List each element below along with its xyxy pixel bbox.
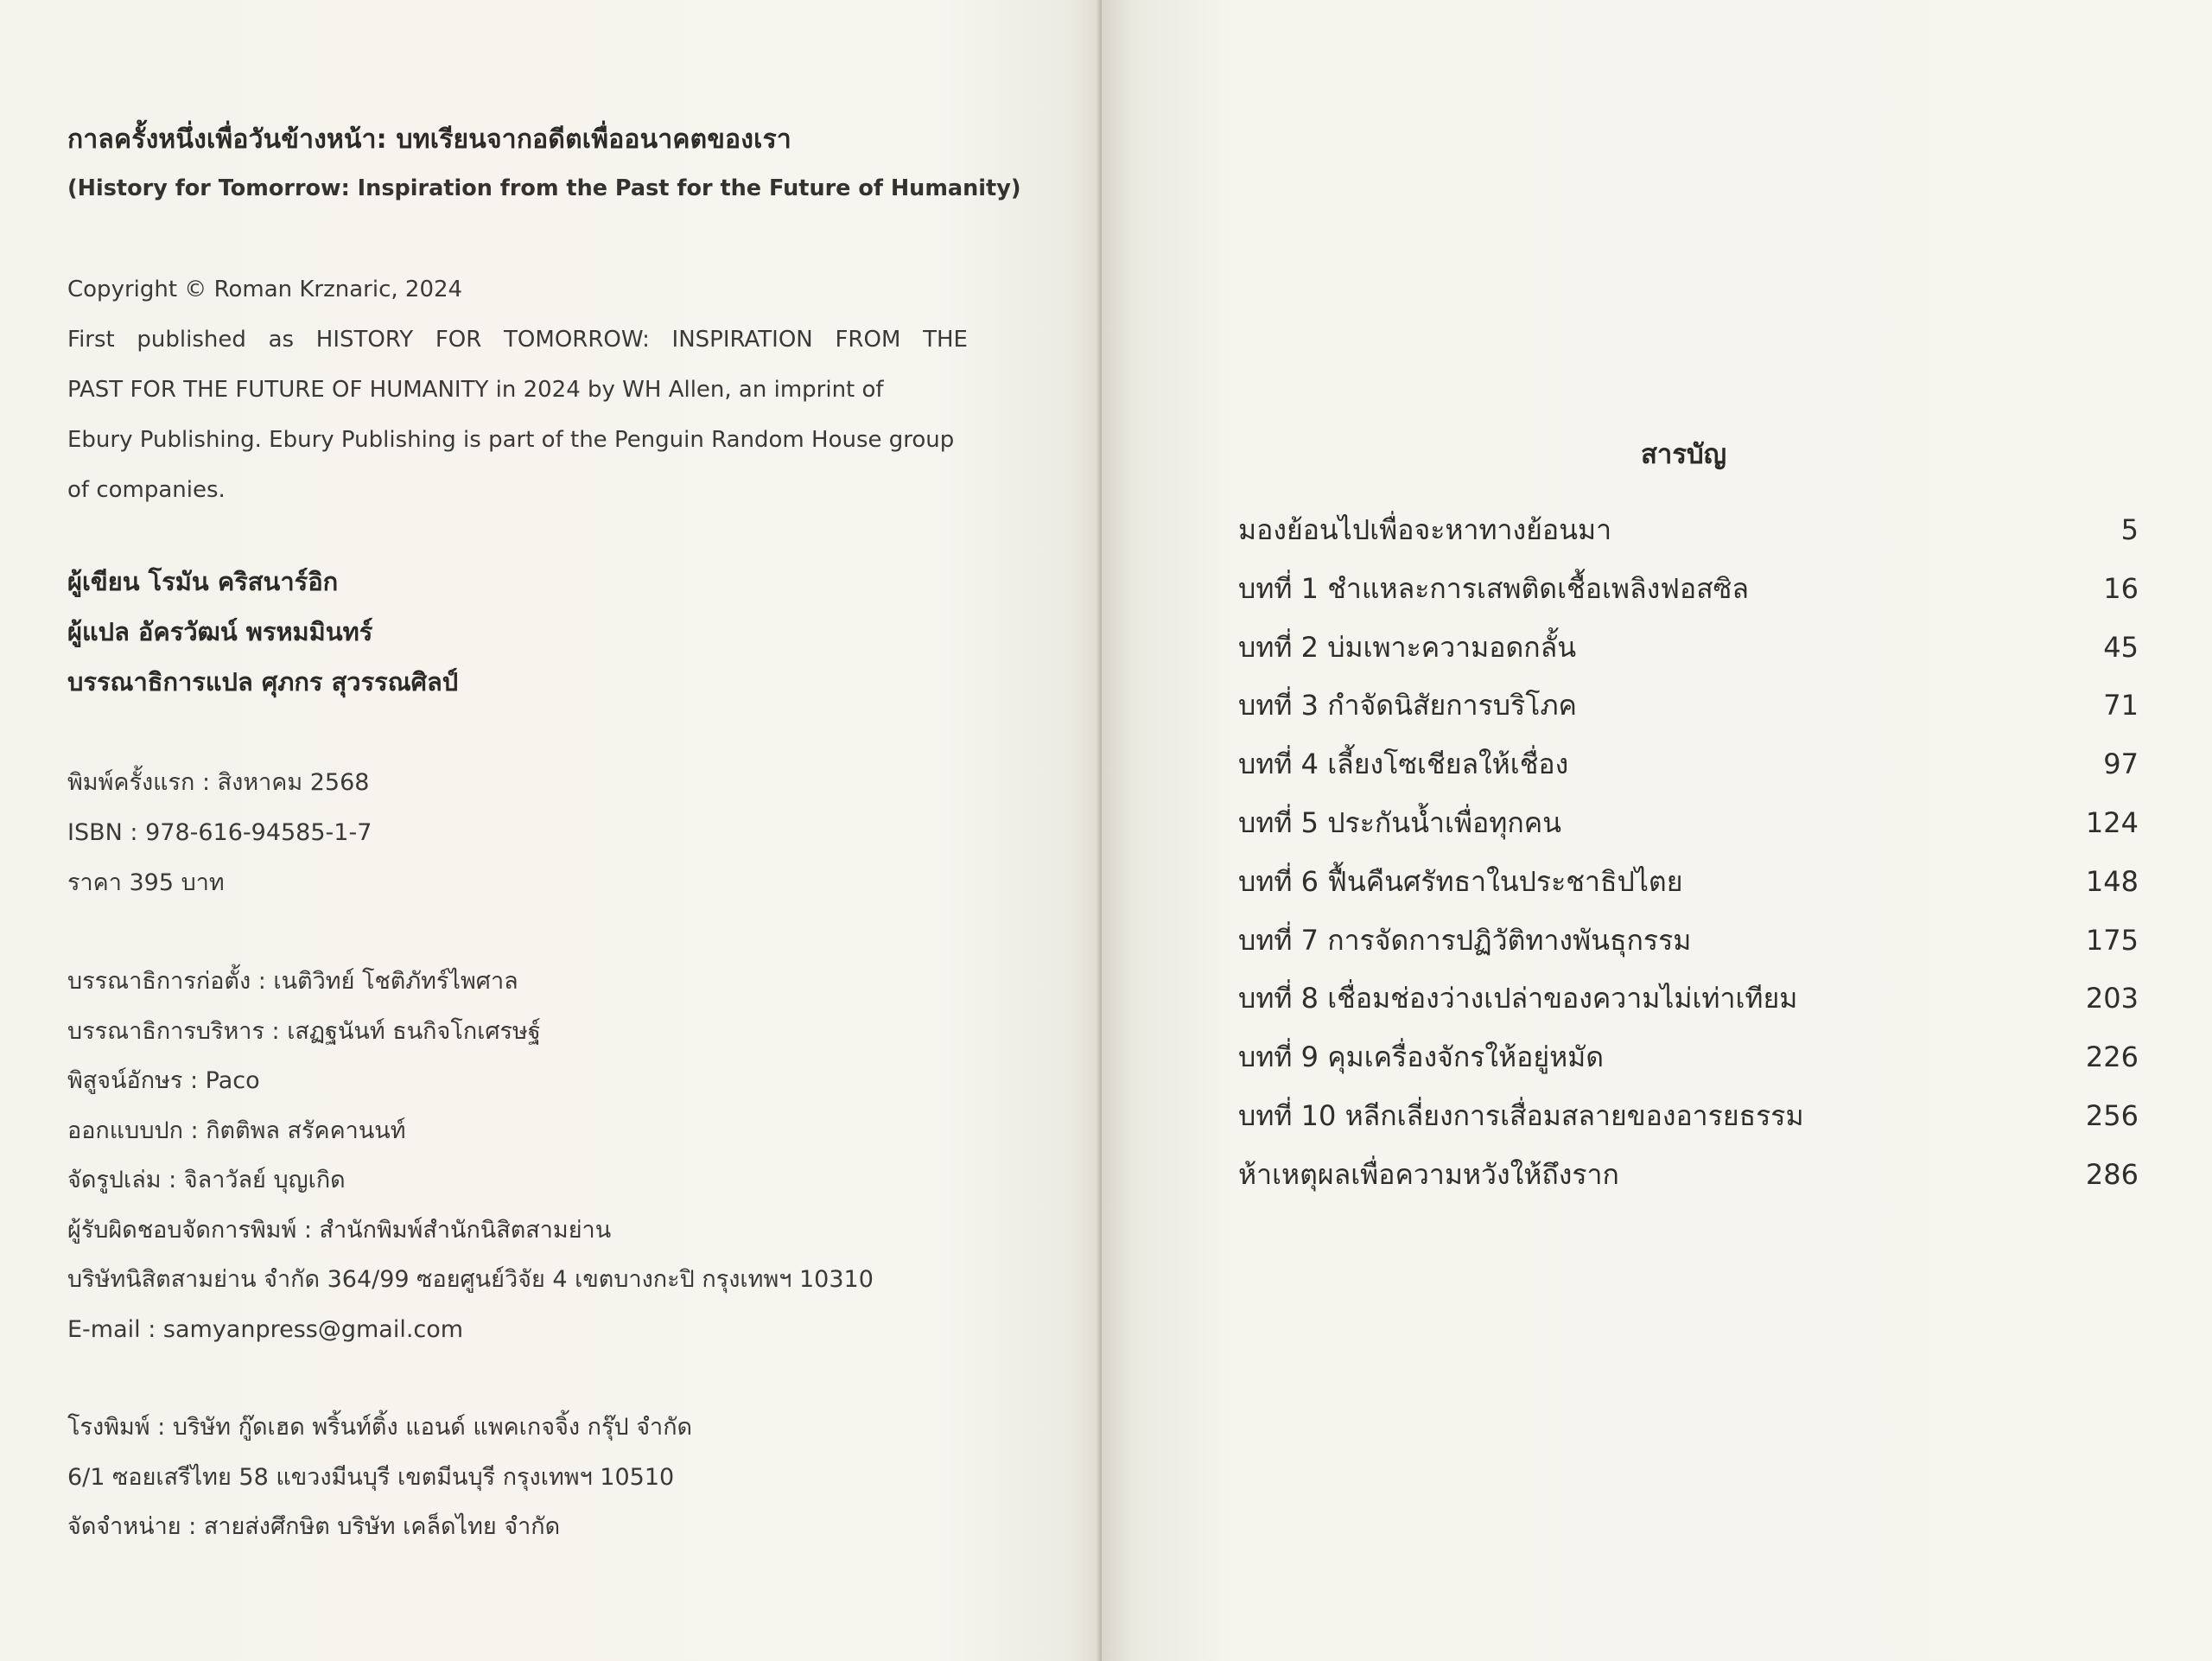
original-title-line: PAST FOR THE FUTURE OF HUMANITY in 2024 by WH Allen, an imprint of [67,377,884,403]
toc-entry-title: บทที่ 10 หลีกเลี่ยงการเสื่อมสลายของอารยธรรม [1238,1098,1804,1132]
toc-entry [1238,1094,2139,1153]
copyright-line: Copyright © Roman Krznaric, 2024 [67,277,463,302]
toc-entry-page: 97 [2103,748,2139,781]
translation-editor-credit: บรรณาธิการแปล ศุภกร สุวรรณศิลป์ [67,667,459,697]
toc-entry-title: บทที่ 4 เลี้ยงโซเชียลให้เชื่อง [1238,748,1569,781]
book-title-english: (History for Tomorrow: Inspiration from the Past for the Future of Humanity) [67,175,1021,201]
toc-entry-title: บทที่ 5 ประกันน้ำเพื่อทุกคน [1238,805,1561,839]
founding-editor: บรรณาธิการก่อตั้ง : เนติวิทย์ โชติภัทร์ไพศาล [67,968,518,995]
printer-info [67,1412,692,1562]
toc-entry-page: 148 [2085,864,2139,898]
toc-entry-page: 71 [2103,689,2139,722]
toc-entry [1238,626,2139,684]
table-of-contents [1238,508,2139,1212]
price: ราคา 395 บาท [67,869,225,896]
layout-designer: จัดรูปเล่ม : จิลาวัลย์ บุญเกิด [67,1167,346,1193]
toc-entry [1238,977,2139,1035]
isbn: ISBN : 978-616-94585-1-7 [67,819,372,846]
toc-entry-title: บทที่ 7 การจัดการปฏิวัติทางพันธุกรรม [1238,923,1692,957]
copyright-notice [67,275,968,525]
toc-entry-title: บทที่ 6 ฟื้นคืนศรัทธาในประชาธิปไตย [1238,864,1683,898]
toc-entry-page: 226 [2085,1041,2139,1074]
toc-entry-page: 203 [2085,982,2139,1015]
author-credit: ผู้เขียน โรมัน คริสนาร์อิก [67,567,339,596]
toc-entry-title: บทที่ 2 บ่มเพาะความอดกลั้น [1238,630,1577,664]
toc-entry-page: 45 [2103,630,2139,664]
toc-entry [1238,1035,2139,1094]
toc-entry-title: ห้าเหตุผลเพื่อความหวังให้ถึงราก [1238,1157,1619,1191]
toc-entry-page: 16 [2103,571,2139,605]
publisher-email: E-mail : samyanpress@gmail.com [67,1315,464,1343]
toc-entry [1238,508,2139,567]
toc-entry [1238,684,2139,742]
book-title-thai: กาลครั้งหนึ่งเพื่อวันข้างหน้า: บทเรียนจากอดีตเพื่ออนาคตของเรา [67,124,791,155]
credits-block [67,565,458,716]
first-published-line: First published as HISTORY FOR TOMORROW: INSPIRATION FROM THE [67,327,968,353]
toc-entry [1238,801,2139,860]
toc-entry-page: 124 [2085,805,2139,839]
copyright-page [0,0,1102,1661]
toc-entry [1238,567,2139,626]
cover-designer: ออกแบบปก : กิตติพล สรัคคานนท์ [67,1117,406,1144]
distributor: จัดจำหน่าย : สายส่งศึกษิต บริษัท เคล็ดไทย จำกัด [67,1513,561,1540]
toc-entry [1238,860,2139,919]
staff-list [67,966,874,1364]
toc-entry-title: บทที่ 3 กำจัดนิสัยการบริโภค [1238,689,1577,722]
printer-address: 6/1 ซอยเสรีไทย 58 แขวงมีนบุรี เขตมีนบุรี กรุงเทพฯ 10510 [67,1463,675,1491]
proofreader: พิสูจน์อักษร : Paco [67,1067,260,1094]
toc-entry-page: 5 [2120,513,2139,546]
toc-entry [1238,919,2139,977]
toc-entry-title: บทที่ 8 เชื่อมช่องว่างเปล่าของความไม่เท่าเทียม [1238,982,1798,1015]
print-info [67,767,372,918]
publisher-address: บริษัทนิสิตสามย่าน จำกัด 364/99 ซอยศูนย์วิจัย 4 เขตบางกะปิ กรุงเทพฯ 10310 [67,1266,874,1293]
toc-entry-page: 175 [2085,923,2139,957]
translator-credit: ผู้แปล อัครวัฒน์ พรหมมินทร์ [67,617,373,646]
companies-line: of companies. [67,477,226,503]
managing-editor: บรรณาธิการบริหาร : เสฏฐนันท์ ธนกิจโกเศรษฐ์ [67,1017,541,1045]
toc-entry [1238,1153,2139,1212]
toc-entry-title: มองย้อนไปเพื่อจะหาทางย้อนมา [1238,513,1612,546]
imprint-line: Ebury Publishing. Ebury Publishing is part of the Penguin Random House group [67,427,955,453]
printing-house: โรงพิมพ์ : บริษัท กู๊ดเฮด พริ้นท์ติ้ง แอนด์ แพคเกจจิ้ง กรุ๊ป จำกัด [67,1414,693,1441]
toc-entry-title: บทที่ 9 คุมเครื่องจักรให้อยู่หมัด [1238,1041,1605,1074]
toc-entry [1238,742,2139,801]
toc-entry-page: 286 [2085,1157,2139,1191]
publisher-manager: ผู้รับผิดชอบจัดการพิมพ์ : สำนักพิมพ์สำนักนิสิตสามย่าน [67,1216,612,1244]
toc-entry-title: บทที่ 1 ชำแหละการเสพติดเชื้อเพลิงฟอสซิล [1238,571,1749,605]
toc-entry-page: 256 [2085,1098,2139,1132]
first-print-date: พิมพ์ครั้งแรก : สิงหาคม 2568 [67,769,370,796]
toc-heading: สารบัญ [1641,439,1727,470]
